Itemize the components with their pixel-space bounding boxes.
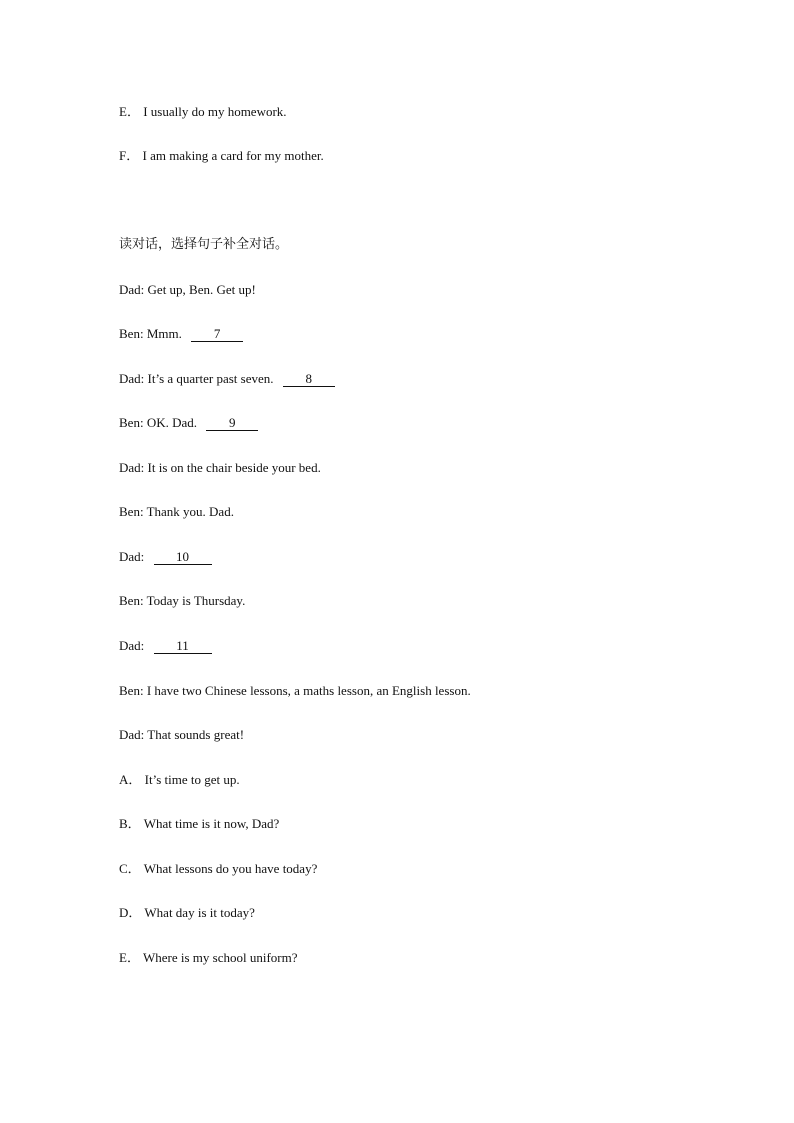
- dialogue-text: It’s a quarter past seven.: [147, 371, 274, 386]
- speaker-label: Dad:: [119, 282, 145, 297]
- speaker-label: Ben:: [119, 593, 144, 608]
- section-title: 读对话，选择句子补全对话。: [119, 237, 289, 252]
- speaker-label: Ben:: [119, 415, 144, 430]
- option-letter: B．: [119, 816, 141, 831]
- dialogue-line: [119, 549, 212, 565]
- dialogue-line: [119, 727, 244, 743]
- option-c: [119, 861, 317, 877]
- dialogue-text: That sounds great!: [147, 727, 245, 742]
- dialogue-line: [119, 593, 245, 609]
- option-e-top: [119, 104, 287, 120]
- option-a: [119, 772, 240, 788]
- dialogue-text: Mmm.: [146, 326, 182, 341]
- answer-blank-11[interactable]: 11: [154, 639, 212, 654]
- option-text: It’s time to get up.: [144, 772, 240, 787]
- option-f-top: [119, 148, 324, 164]
- dialogue-text: Get up, Ben. Get up!: [147, 282, 256, 297]
- option-text: Where is my school uniform?: [142, 950, 298, 965]
- option-letter: C．: [119, 861, 141, 876]
- option-text: What time is it now, Dad?: [143, 816, 280, 831]
- speaker-label: Dad:: [119, 460, 145, 475]
- dialogue-text: OK. Dad.: [146, 415, 197, 430]
- answer-blank-10[interactable]: 10: [154, 550, 212, 565]
- option-text: I usually do my homework.: [143, 104, 287, 119]
- dialogue-line: [119, 460, 321, 476]
- option-letter: A．: [119, 772, 142, 787]
- dialogue-line: [119, 371, 335, 387]
- option-d: [119, 905, 255, 921]
- option-text: What day is it today?: [144, 905, 255, 920]
- option-letter: E．: [119, 104, 140, 119]
- answer-blank-7[interactable]: 7: [191, 327, 243, 342]
- speaker-label: Ben:: [119, 683, 144, 698]
- dialogue-line: [119, 326, 243, 342]
- dialogue-line: [119, 683, 471, 699]
- option-letter: E．: [119, 950, 140, 965]
- speaker-label: Ben:: [119, 326, 144, 341]
- dialogue-line: [119, 415, 258, 431]
- dialogue-text: Thank you. Dad.: [146, 504, 234, 519]
- speaker-label: Ben:: [119, 504, 144, 519]
- dialogue-line: [119, 638, 212, 654]
- option-text: What lessons do you have today?: [143, 861, 318, 876]
- answer-blank-9[interactable]: 9: [206, 416, 258, 431]
- option-b: [119, 816, 279, 832]
- dialogue-line: [119, 282, 256, 298]
- speaker-label: Dad:: [119, 549, 145, 564]
- speaker-label: Dad:: [119, 638, 145, 653]
- dialogue-text: Today is Thursday.: [146, 593, 246, 608]
- option-text: I am making a card for my mother.: [142, 148, 324, 163]
- option-letter: F．: [119, 148, 140, 163]
- dialogue-line: [119, 504, 234, 520]
- option-letter: D．: [119, 905, 142, 920]
- dialogue-text: It is on the chair beside your bed.: [147, 460, 321, 475]
- speaker-label: Dad:: [119, 727, 145, 742]
- answer-blank-8[interactable]: 8: [283, 372, 335, 387]
- dialogue-text: I have two Chinese lessons, a maths lesson, an English lesson.: [146, 683, 471, 698]
- option-e-bottom: [119, 950, 297, 966]
- speaker-label: Dad:: [119, 371, 145, 386]
